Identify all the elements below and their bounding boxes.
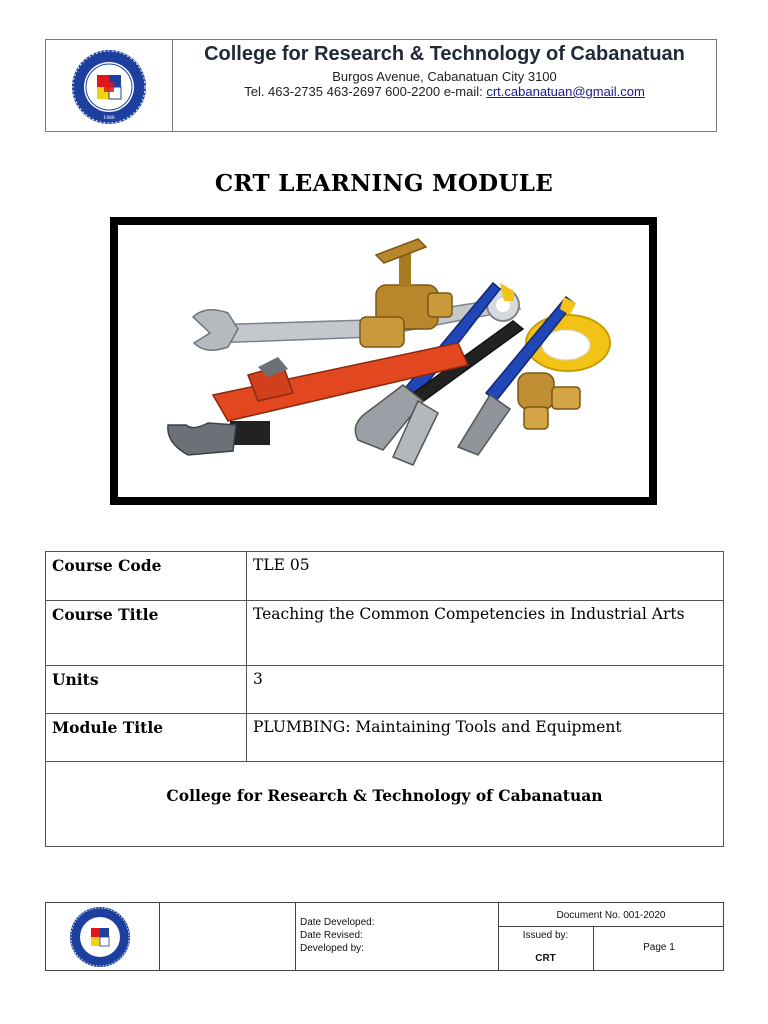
footer-logo-cell (46, 903, 160, 970)
date-revised-label: Date Revised: (300, 930, 363, 941)
course-title-label: Course Title (46, 601, 247, 666)
institution-name: College for Research & Technology of Cabanatuan (204, 43, 685, 65)
table-row (46, 552, 724, 601)
date-developed-label: Date Developed: (300, 917, 375, 928)
units-label: Units (46, 666, 247, 714)
issued-by-cell (498, 927, 594, 971)
brass-fitting-icon (518, 373, 580, 429)
course-code-value: TLE 05 (247, 552, 724, 601)
units-value: 3 (247, 666, 724, 714)
document-no-cell (498, 903, 724, 927)
page-number: Page 1 (643, 942, 675, 953)
table-row (46, 601, 724, 666)
module-title: CRT LEARNING MODULE (214, 170, 554, 197)
document-header (45, 39, 717, 132)
developed-by-label: Developed by: (300, 943, 364, 954)
course-table-footer: College for Research & Technology of Cabanatuan (46, 762, 724, 847)
course-code-label: Course Code (46, 552, 247, 601)
document-number: Document No. 001-2020 (556, 910, 666, 921)
plumbing-tools-image (110, 217, 657, 505)
course-info-table (45, 551, 724, 847)
module-title-value: PLUMBING: Maintaining Tools and Equipment (247, 714, 724, 762)
institution-address: Burgos Avenue, Cabanatuan City 3100 (332, 69, 557, 84)
footer-dates-cell (295, 903, 499, 970)
course-title-value: Teaching the Common Competencies in Industrial Arts (247, 601, 724, 666)
table-row (46, 762, 724, 847)
table-row (46, 666, 724, 714)
page-cell (594, 927, 724, 971)
svg-text:1986: 1986 (103, 116, 115, 121)
footer-blank-cell (159, 903, 296, 970)
college-seal-logo (59, 49, 159, 125)
institution-contact: Tel. 463-2735 463-2697 600-2200 e-mail: crt.cabanatuan@gmail.com (244, 84, 645, 99)
email-link[interactable]: crt.cabanatuan@gmail.com (486, 84, 645, 99)
table-row (46, 714, 724, 762)
issued-by-label: Issued by: (522, 930, 569, 941)
issuer-name: CRT (535, 953, 556, 964)
module-title-label: Module Title (46, 714, 247, 762)
college-seal-logo-small (64, 906, 136, 968)
document-footer (45, 902, 724, 971)
